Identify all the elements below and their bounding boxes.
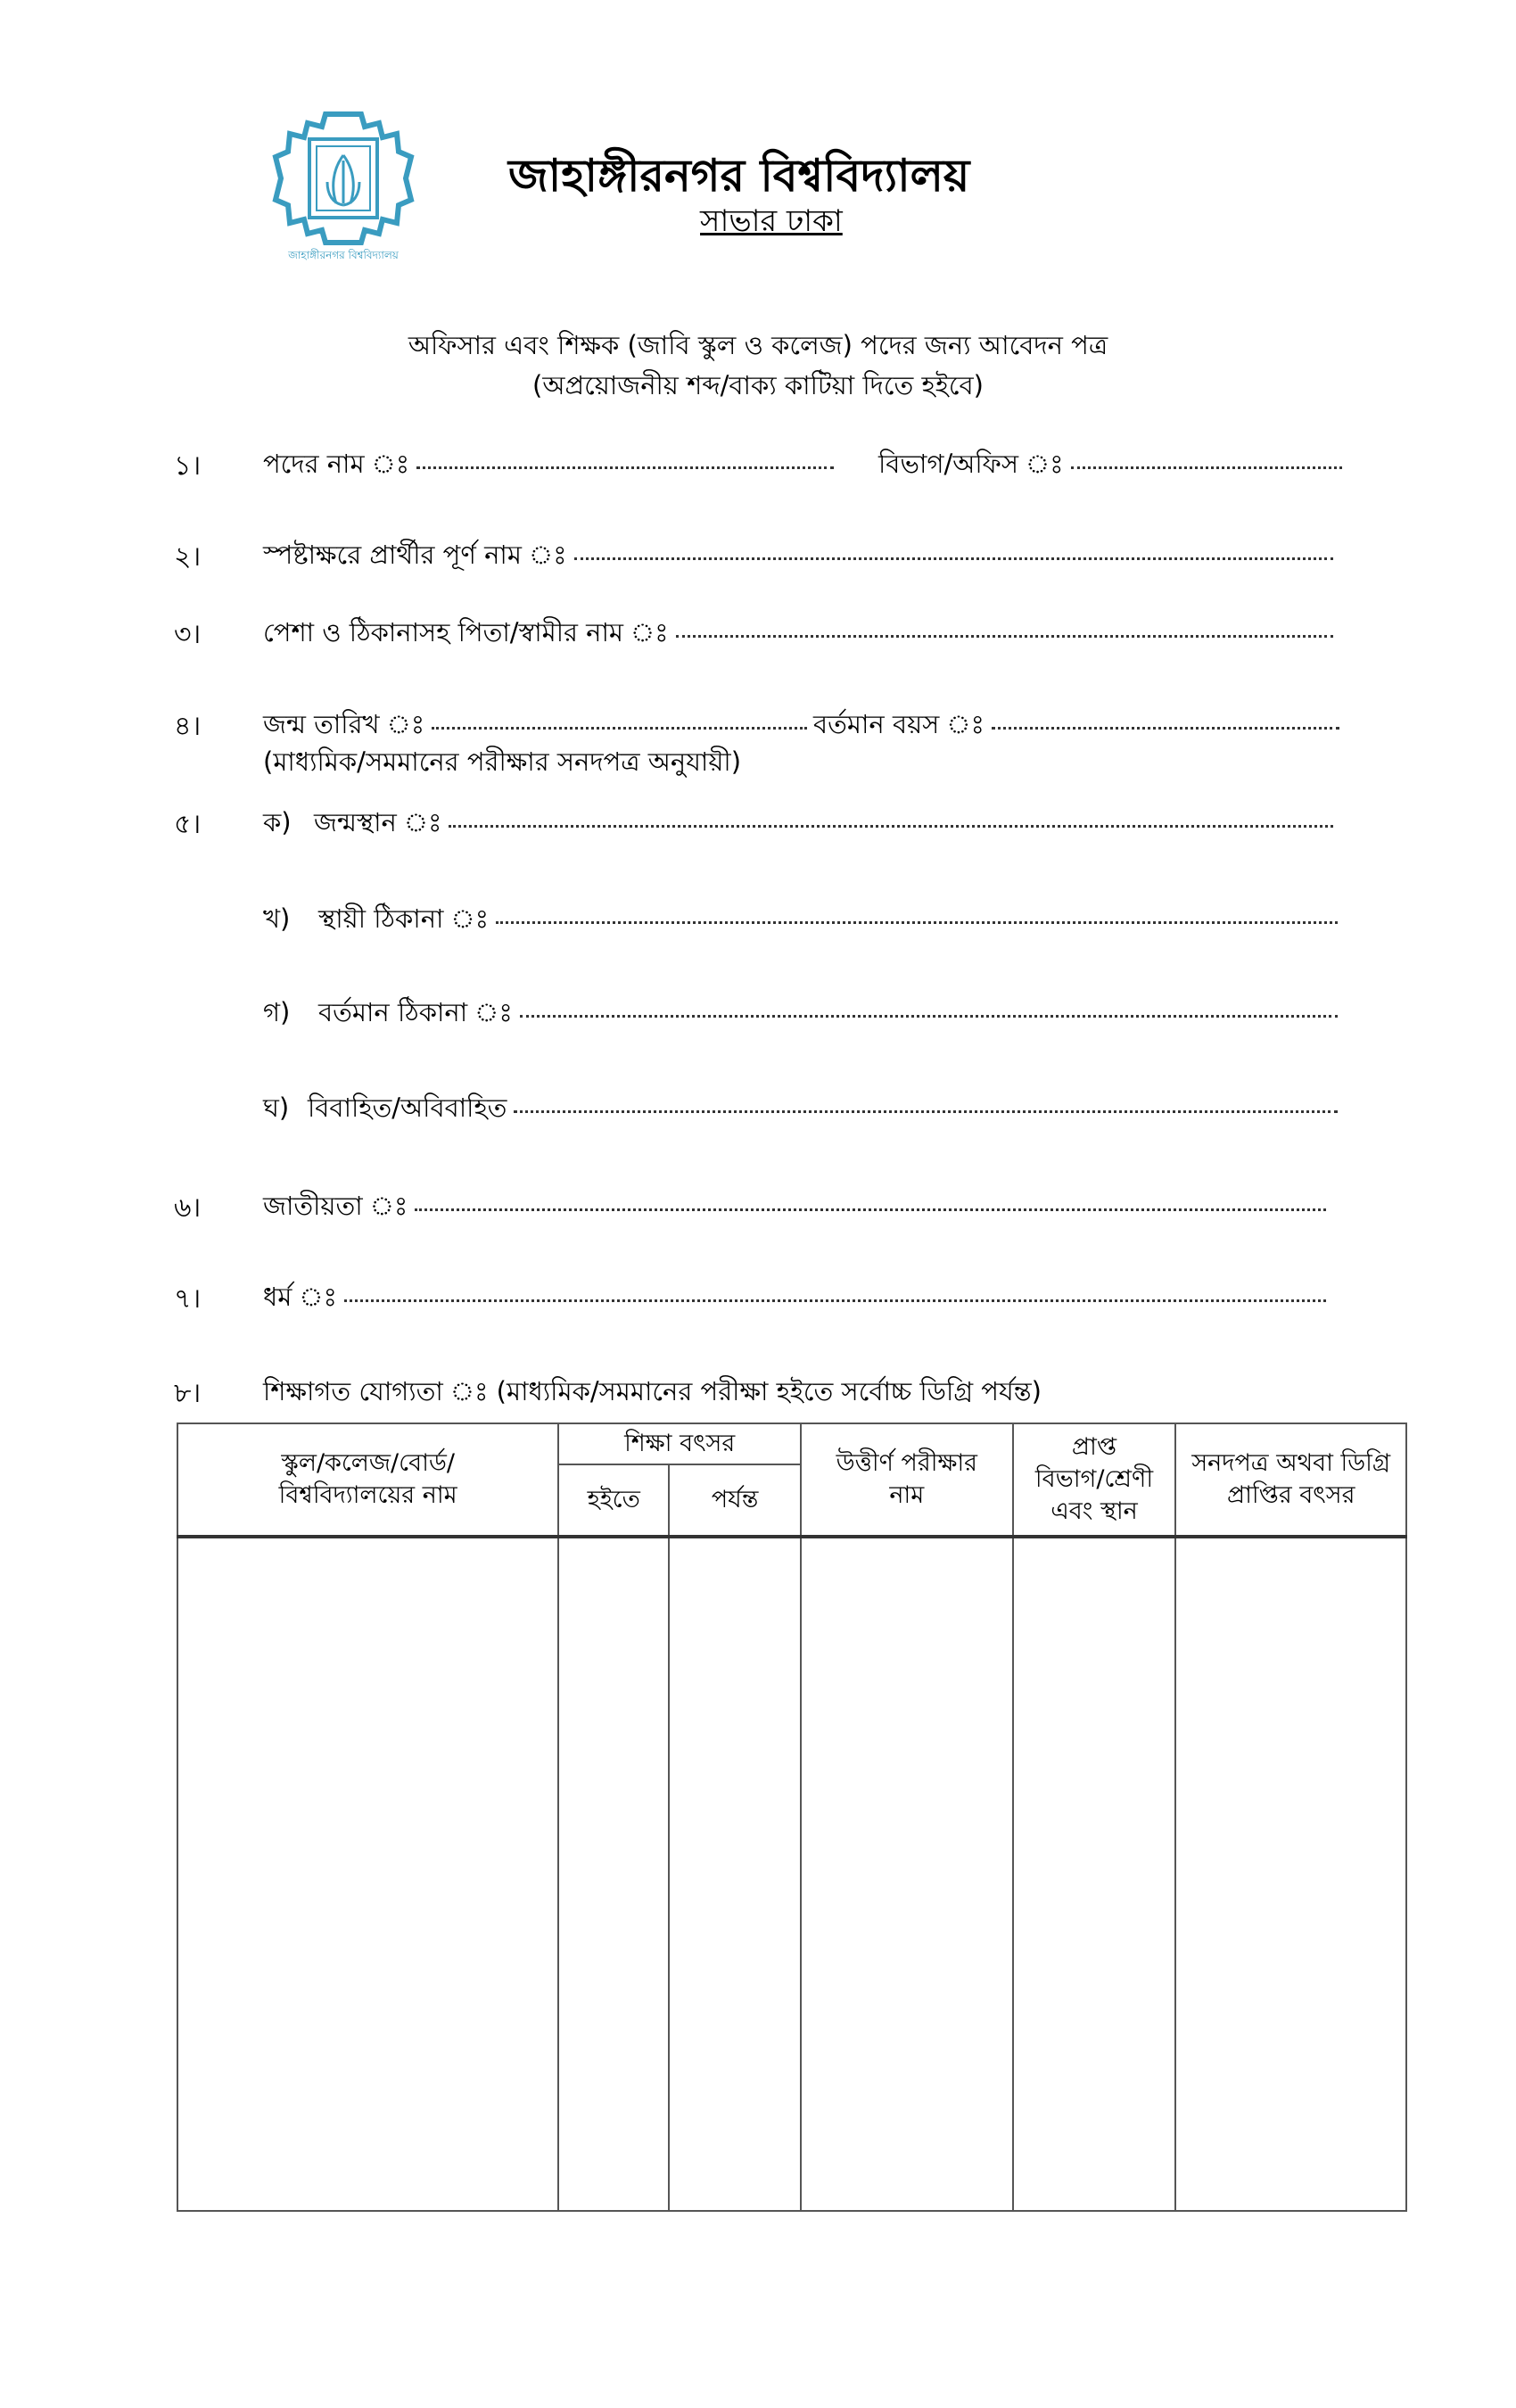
column-header-institution: স্কুল/কলেজ/বোর্ড/ বিশ্ববিদ্যালয়ের নাম	[177, 1423, 558, 1537]
birth-date-label: জন্ম তারিখ ঃ	[263, 709, 425, 739]
present-address-field[interactable]	[318, 993, 1338, 1036]
item-number-1: ১।	[174, 450, 202, 482]
nationality-field[interactable]	[263, 1186, 1326, 1230]
jahangirnagar-university-seal-icon	[272, 107, 415, 263]
guardian-label: পেশা ও ঠিকানাসহ পিতা/স্বামীর নাম ঃ	[263, 617, 669, 647]
to-year-cell[interactable]	[669, 1537, 801, 2211]
column-header-from: হইতে	[558, 1464, 669, 1537]
religion-label: ধর্ম ঃ	[263, 1282, 338, 1312]
birthplace-blank[interactable]	[449, 824, 1333, 828]
item-5a-mark: ক)	[263, 807, 292, 837]
full-name-blank[interactable]	[574, 557, 1333, 560]
religion-field[interactable]	[263, 1277, 1326, 1321]
guardian-blank[interactable]	[676, 634, 1333, 638]
department-blank[interactable]	[1071, 466, 1342, 469]
full-name-label: স্পষ্টাক্ষরে প্রার্থীর পূর্ণ নাম ঃ	[263, 540, 567, 570]
certificate-year-cell[interactable]	[1175, 1537, 1406, 2211]
item-5d-mark: ঘ)	[263, 1093, 290, 1123]
marital-status-blank[interactable]	[514, 1109, 1338, 1113]
form-instruction: (অপ্রয়োজনীয় শব্দ/বাক্য কাটিয়া দিতে হইবে)	[532, 370, 984, 400]
svg-text:জাহাঙ্গীরনগর বিশ্ববিদ্যালয়: জাহাঙ্গীরনগর বিশ্ববিদ্যালয়	[288, 249, 399, 261]
birth-date-blank[interactable]	[432, 726, 807, 730]
item-number-4: ৪।	[174, 711, 202, 742]
guardian-field[interactable]	[263, 613, 1333, 656]
birth-date-note: (মাধ্যমিক/সমমানের পরীক্ষার সনদপত্র অনুযায়ী)	[263, 746, 742, 777]
division-cell[interactable]	[1013, 1537, 1176, 2211]
current-age-blank[interactable]	[992, 726, 1339, 730]
column-header-certificate-year: সনদপত্র অথবা ডিগ্রি প্রাপ্তির বৎসর	[1175, 1423, 1406, 1537]
table-row	[177, 1537, 1406, 2211]
item-5c-mark: গ)	[263, 997, 291, 1027]
current-age-label: বর্তমান বয়স ঃ	[813, 709, 985, 739]
column-header-division: প্রাপ্ত বিভাগ/শ্রেণী এবং স্থান	[1013, 1423, 1176, 1537]
form-title: অফিসার এবং শিক্ষক (জাবি স্কুল ও কলেজ) পদের জন্য আবেদন পত্র	[408, 330, 1108, 360]
item-number-2: ২।	[174, 541, 202, 573]
education-label: শিক্ষাগত যোগ্যতা ঃ (মাধ্যমিক/সমমানের পরীক্ষা হইতে সর্বোচ্চ ডিগ্রি পর্যন্ত)	[263, 1376, 1042, 1406]
current-age-field[interactable]	[813, 705, 1339, 748]
present-address-label: বর্তমান ঠিকানা ঃ	[318, 997, 513, 1027]
birthplace-label: জন্মস্থান ঃ	[314, 807, 442, 837]
item-5b-mark: খ)	[263, 903, 291, 934]
department-field[interactable]	[878, 444, 1342, 488]
column-header-exam: উত্তীর্ণ পরীক্ষার নাম	[801, 1423, 1013, 1537]
birthplace-field[interactable]	[314, 803, 1333, 846]
item-number-7: ৭।	[174, 1283, 202, 1315]
present-address-blank[interactable]	[520, 1014, 1338, 1018]
item-number-5: ৫।	[174, 809, 202, 840]
column-header-to: পর্যন্ত	[669, 1464, 801, 1537]
exam-cell[interactable]	[801, 1537, 1013, 2211]
university-logo	[272, 107, 415, 263]
university-name: জাহাঙ্গীরনগর বিশ্ববিদ্যালয়	[508, 150, 970, 202]
education-table	[177, 1423, 1407, 2212]
full-name-field[interactable]	[263, 535, 1333, 579]
permanent-address-field[interactable]	[318, 899, 1338, 943]
permanent-address-label: স্থায়ী ঠিকানা ঃ	[318, 903, 490, 934]
institution-cell[interactable]	[177, 1537, 558, 2211]
item-number-8: ৮।	[174, 1378, 202, 1409]
university-location: সাভার ঢাকা	[700, 203, 843, 239]
item-number-3: ৩।	[174, 619, 202, 650]
marital-status-label: বিবাহিত/অবিবাহিত	[308, 1093, 507, 1123]
nationality-label: জাতীয়তা ঃ	[263, 1191, 408, 1221]
from-year-cell[interactable]	[558, 1537, 669, 2211]
department-label: বিভাগ/অফিস ঃ	[878, 449, 1064, 479]
post-name-label: পদের নাম ঃ	[263, 449, 410, 479]
religion-blank[interactable]	[344, 1299, 1326, 1302]
post-name-blank[interactable]	[416, 466, 834, 469]
item-number-6: ৬।	[174, 1192, 202, 1224]
post-name-field[interactable]	[263, 444, 834, 488]
nationality-blank[interactable]	[415, 1208, 1326, 1211]
permanent-address-blank[interactable]	[496, 920, 1338, 924]
marital-status-field[interactable]	[308, 1088, 1338, 1132]
column-header-academic-years: শিক্ষা বৎসর	[558, 1423, 801, 1464]
